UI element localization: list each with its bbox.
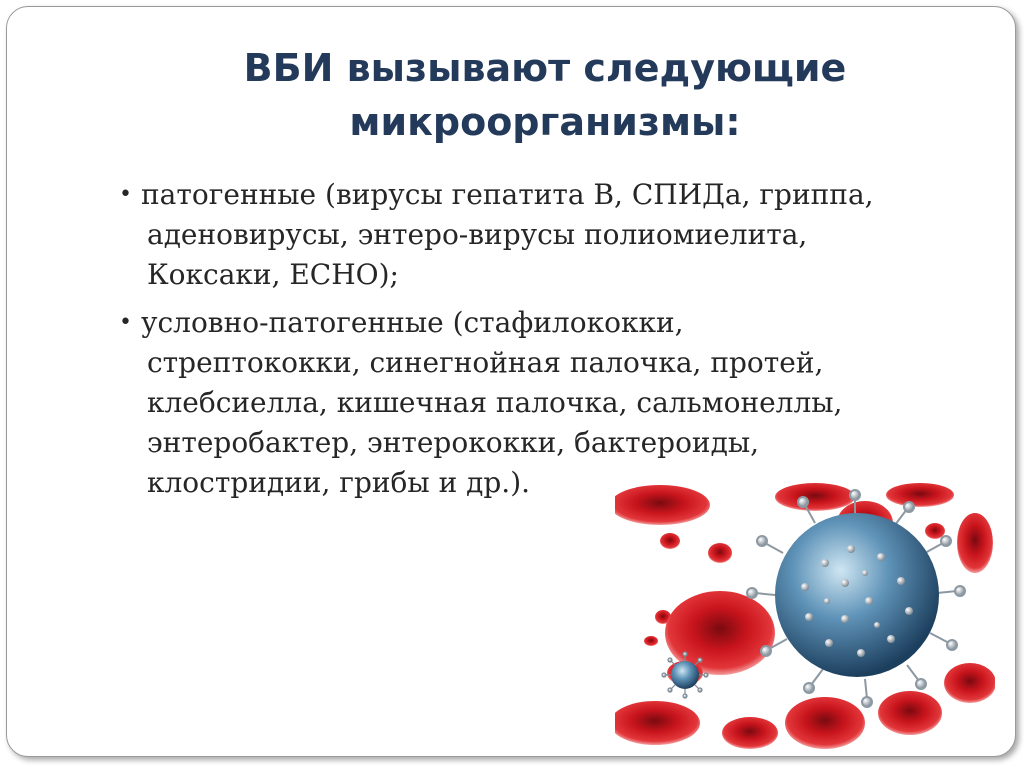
slide-title — [7, 41, 1016, 149]
title-line-2: микроорганизмы: — [349, 100, 741, 144]
bullet-marker: • — [119, 182, 132, 207]
bullet-line: аденовирусы, энтеро-вирусы полиомиелита, — [147, 218, 808, 251]
bullet-item-opportunistic — [119, 303, 979, 503]
title-line-1: ВБИ вызывают следующие — [243, 46, 847, 90]
virus-blood-cells-illustration — [615, 483, 995, 753]
bullet-line: Коксаки, ЕСНО); — [147, 258, 399, 291]
large-virus — [747, 490, 965, 707]
bullet-marker: • — [119, 310, 132, 335]
bullet-line: клостридии, грибы и др.). — [147, 466, 531, 499]
bullet-item-pathogenic — [119, 175, 979, 295]
slide-frame — [6, 6, 1016, 757]
bullet-line: энтеробактер, энтерококки, бактероиды, — [147, 426, 760, 459]
bullet-line: клебсиелла, кишечная палочка, сальмонеллы, — [147, 386, 843, 419]
bullet-line: условно-патогенные (стафилококки, — [141, 306, 684, 339]
bullet-line: патогенные (вирусы гепатита В, СПИДа, гриппа, — [141, 178, 874, 211]
bullet-list — [119, 175, 979, 511]
bullet-line: стрептококки, синегнойная палочка, протей, — [147, 346, 824, 379]
small-virus — [662, 652, 708, 698]
